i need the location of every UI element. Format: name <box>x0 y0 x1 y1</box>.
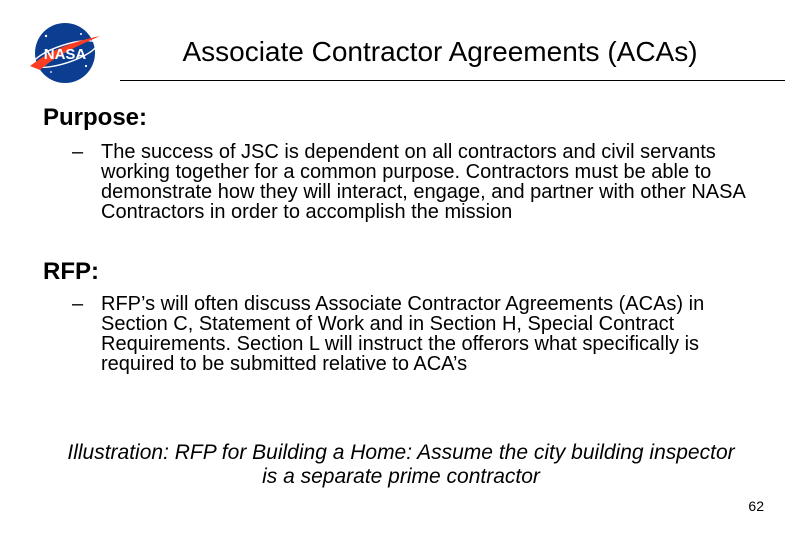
title-divider <box>120 80 785 81</box>
purpose-bullet-text: The success of JSC is dependent on all contractors and civil servants working together for a common purpose. Contractors must be able to demonstrate how they will interact, engage, and partner with other NASA Contractors in order to accomplish the mission <box>101 141 745 223</box>
rfp-heading: RFP: <box>43 258 99 285</box>
illustration-note: Illustration: RFP for Building a Home: Assume the city building inspector is a separate prime contractor <box>67 441 735 488</box>
rfp-bullet-text: RFP’s will often discuss Associate Contractor Agreements (ACAs) in Section C, Statement of Work and in Section H, Special Contract Requirements. Section L will instruct the offerors what specifically is required to be submitted relative to ACA’s <box>101 293 705 375</box>
page-number: 62 <box>748 498 764 514</box>
purpose-heading: Purpose: <box>43 104 148 131</box>
purpose-bullet <box>72 142 762 222</box>
bullet-marker: – <box>72 141 84 163</box>
rfp-bullet <box>72 294 762 374</box>
bullet-marker: – <box>72 293 84 315</box>
nasa-logo <box>26 20 104 86</box>
slide-title: Associate Contractor Agreements (ACAs) <box>182 36 698 67</box>
logo-text: NASA <box>43 46 87 63</box>
